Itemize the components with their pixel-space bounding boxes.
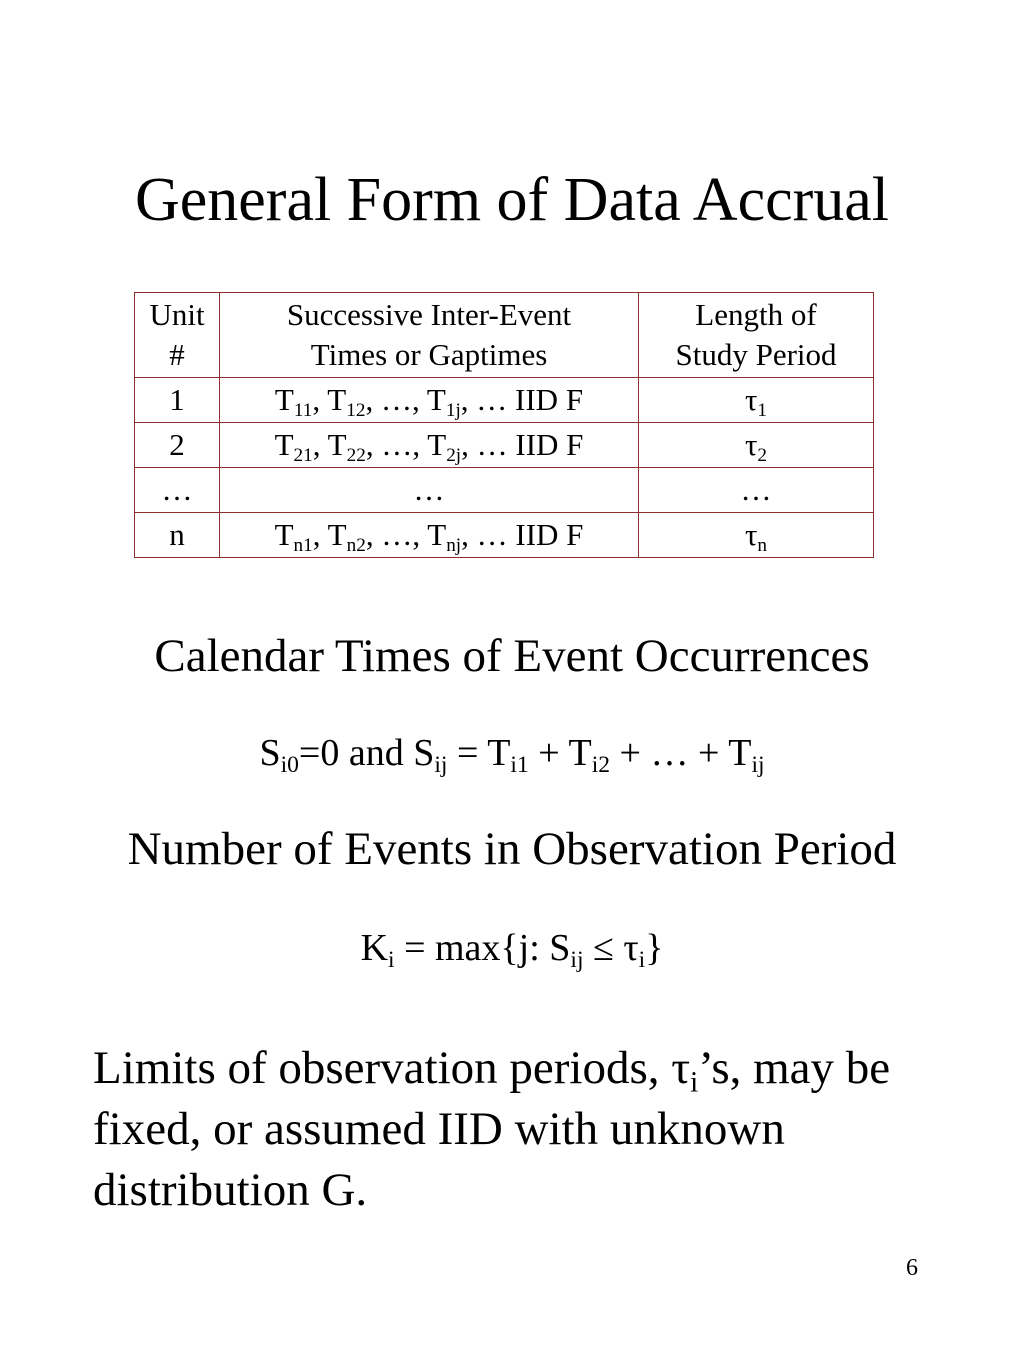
table-row (135, 378, 874, 423)
header-unit-line1: Unit (149, 297, 205, 332)
header-unit (135, 293, 220, 378)
cell-length: $\tau_n$ (639, 513, 874, 558)
header-times-line1: Successive Inter-Event (286, 297, 572, 332)
cell-unit: … (135, 468, 220, 513)
data-accrual-table (134, 292, 874, 558)
cell-times: $T_{n1}$, $T_{n2}$, …, $T_{nj}$, … IID F (220, 513, 639, 558)
table-header-row (135, 293, 874, 378)
limits-paragraph: Limits of observation periods, $\tau_i’s$, may be fixed, or assumed IID with unknown distribution G. (93, 1042, 891, 1216)
page-number: 6 (906, 1255, 918, 1281)
cell-length: … (639, 468, 874, 513)
header-length (639, 293, 874, 378)
header-times-line2: Times or Gaptimes (310, 337, 548, 372)
slide-title: General Form of Data Accrual (134, 166, 890, 234)
calendar-heading: Calendar Times of Event Occurrences (154, 630, 870, 682)
cell-unit: 1 (135, 378, 220, 423)
table-row (135, 513, 874, 558)
table-row (135, 468, 874, 513)
table-row (135, 423, 874, 468)
events-formula: $K_i = \max\{j$: $S_{ij} \le \tau_i$} (360, 927, 664, 974)
events-heading: Number of Events in Observation Period (127, 823, 897, 875)
cell-unit: 2 (135, 423, 220, 468)
header-unit-line2: # (169, 337, 185, 372)
header-length-line1: Length of (695, 297, 817, 332)
cell-times: $T_{21}$, $T_{22}$, …, $T_{2j}$, … IID F (220, 423, 639, 468)
cell-unit: n (135, 513, 220, 558)
calendar-formula: $S_{i0}=0$ and $S_{ij} = T_{i1} + T_{i2}$ + … + $T_{ij}$ (259, 732, 765, 779)
cell-times: … (220, 468, 639, 513)
cell-times: $T_{11}$, $T_{12}$, …, $T_{1j}$, … IID F (220, 378, 639, 423)
cell-length: $\tau_1$ (639, 378, 874, 423)
cell-length: $\tau_2$ (639, 423, 874, 468)
header-times (220, 293, 639, 378)
header-length-line2: Study Period (675, 337, 837, 372)
